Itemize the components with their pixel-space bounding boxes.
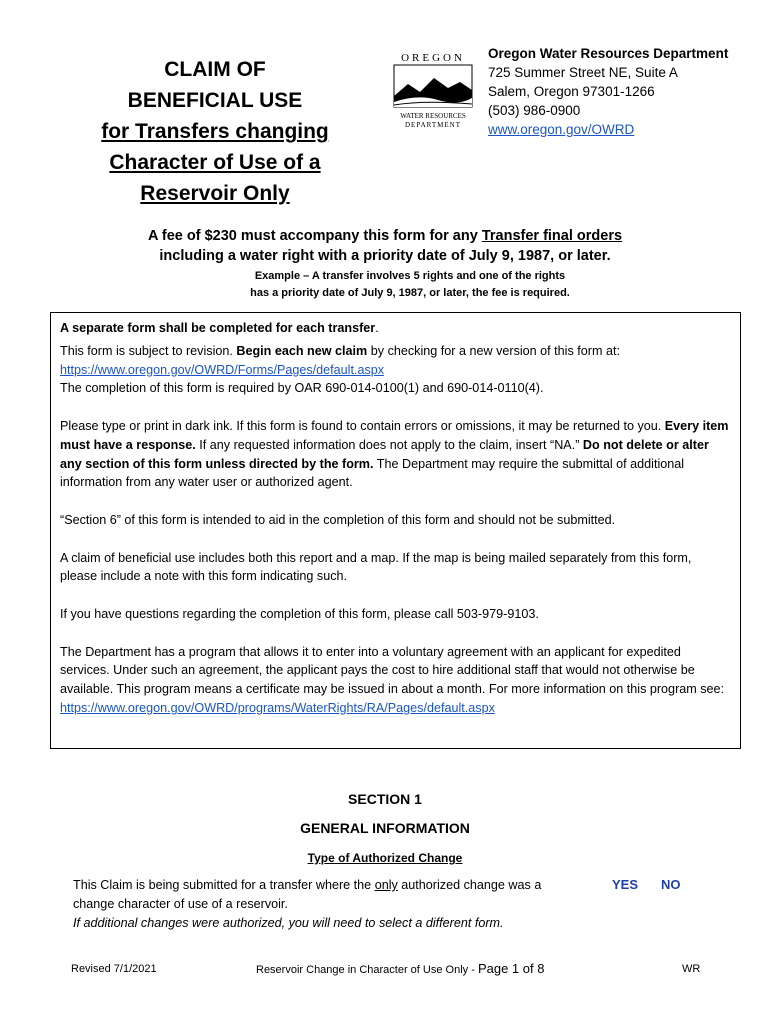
- section-number: SECTION 1: [348, 791, 422, 807]
- owrd-logo: [388, 50, 478, 130]
- agency-phone: (503) 986-0900: [488, 103, 581, 118]
- yes-option[interactable]: YES: [612, 877, 639, 892]
- revision-post: by checking for a new version of this form at:: [367, 343, 620, 358]
- ink-bold-2: Do not delete or alter any section of this form unless directed by the form.: [60, 437, 709, 471]
- fee-line-1: A fee of $230 must accompany this form for any: [147, 228, 482, 244]
- section6-notice: “Section 6” of this form is intended to aid in the completion of this form and should not be submitted.: [60, 512, 616, 527]
- no-option[interactable]: NO: [661, 877, 681, 892]
- agency-street: 725 Summer Street NE, Suite A: [488, 65, 678, 80]
- section-name: GENERAL INFORMATION: [300, 820, 470, 836]
- claim-only: only: [374, 878, 398, 892]
- title-line-5: Reservoir Only: [140, 182, 290, 205]
- logo-oregon-text: OREGON: [401, 52, 465, 64]
- revision-notice: [60, 342, 731, 361]
- agency-name: Oregon Water Resources Department: [488, 46, 729, 61]
- instructions-box: [50, 312, 741, 749]
- title-line-2: BENEFICIAL USE: [127, 89, 303, 112]
- claim-question: [73, 876, 563, 933]
- footer-page-number: Page 1 of 8: [477, 961, 545, 976]
- title-line-1: CLAIM OF: [164, 58, 266, 81]
- map-notice: A claim of beneficial use includes both this report and a map. If the map is being mailed separately from this form, please include a note with this form indicating such.: [60, 550, 692, 584]
- ink-post: The Department may require the submittal of additional information from any water user or authorized agent.: [60, 456, 685, 490]
- title-line-4: Character of Use of a: [109, 151, 321, 174]
- fee-notice: [0, 226, 770, 266]
- ink-instructions: [60, 417, 731, 492]
- claim-text: [73, 876, 563, 914]
- claim-post: authorized change was a change character of use of a reservoir.: [73, 878, 542, 911]
- separate-form-notice: [60, 319, 731, 338]
- fee-line-2: including a water right with a priority date of July 9, 1987, or later.: [159, 248, 611, 264]
- questions-notice: If you have questions regarding the completion of this form, please call 503-979-9103.: [60, 606, 539, 621]
- forms-link[interactable]: https://www.oregon.gov/OWRD/Forms/Pages/default.aspx: [60, 362, 385, 377]
- footer-form-name: [256, 961, 544, 978]
- separate-form-end: .: [375, 321, 379, 335]
- subheading-text: Type of Authorized Change: [307, 851, 463, 865]
- program-notice: The Department has a program that allows it to enter into a voluntary agreement with an applicant for expedited services. Under such an agreement, the applicant pays the cost to hire additional staff that would not otherwise be available. This program means a certificate may be issued in about a month. For more information on this program see:: [60, 644, 725, 697]
- oar-notice: The completion of this form is required by OAR 690-014-0100(1) and 690-014-0110(4).: [60, 381, 544, 396]
- ink-bold-1: Every item must have a response.: [60, 418, 729, 452]
- logo-department-text: DEPARTMENT: [405, 121, 461, 129]
- agency-website-link[interactable]: www.oregon.gov/OWRD: [488, 122, 635, 137]
- ink-mid: If any requested information does not apply to the claim, insert “NA.”: [195, 437, 583, 452]
- fee-example-line-1: Example – A transfer involves 5 rights and one of the rights: [254, 270, 566, 282]
- transfer-final-orders-text: Transfer final orders: [481, 228, 623, 244]
- logo-water-resources-text: WATER RESOURCES: [400, 112, 466, 120]
- footer-form-title: Reservoir Change in Character of Use Only -: [256, 964, 478, 976]
- revision-bold: Begin each new claim: [236, 343, 368, 358]
- footer-revised: Revised 7/1/2021: [71, 963, 157, 975]
- footer-code: WR: [682, 963, 701, 975]
- agency-address: [488, 44, 728, 139]
- program-link[interactable]: https://www.oregon.gov/OWRD/programs/WaterRights/RA/Pages/default.aspx: [60, 700, 495, 715]
- title-line-3: for Transfers changing: [101, 120, 329, 143]
- agency-city: Salem, Oregon 97301-1266: [488, 84, 655, 99]
- fee-example-line-2: has a priority date of July 9, 1987, or later, the fee is required.: [250, 287, 570, 299]
- ink-pre: Please type or print in dark ink. If this form is found to contain errors or omissions, it may be returned to you.: [60, 418, 665, 433]
- section-subheading: [0, 851, 770, 865]
- fee-example: [0, 268, 770, 302]
- claim-note: If additional changes were authorized, you will need to select a different form.: [73, 916, 504, 930]
- claim-pre: This Claim is being submitted for a transfer where the: [73, 878, 375, 892]
- revision-pre: This form is subject to revision.: [60, 343, 237, 358]
- separate-form-bold: A separate form shall be completed for each transfer: [60, 321, 376, 335]
- page-title: [80, 54, 350, 209]
